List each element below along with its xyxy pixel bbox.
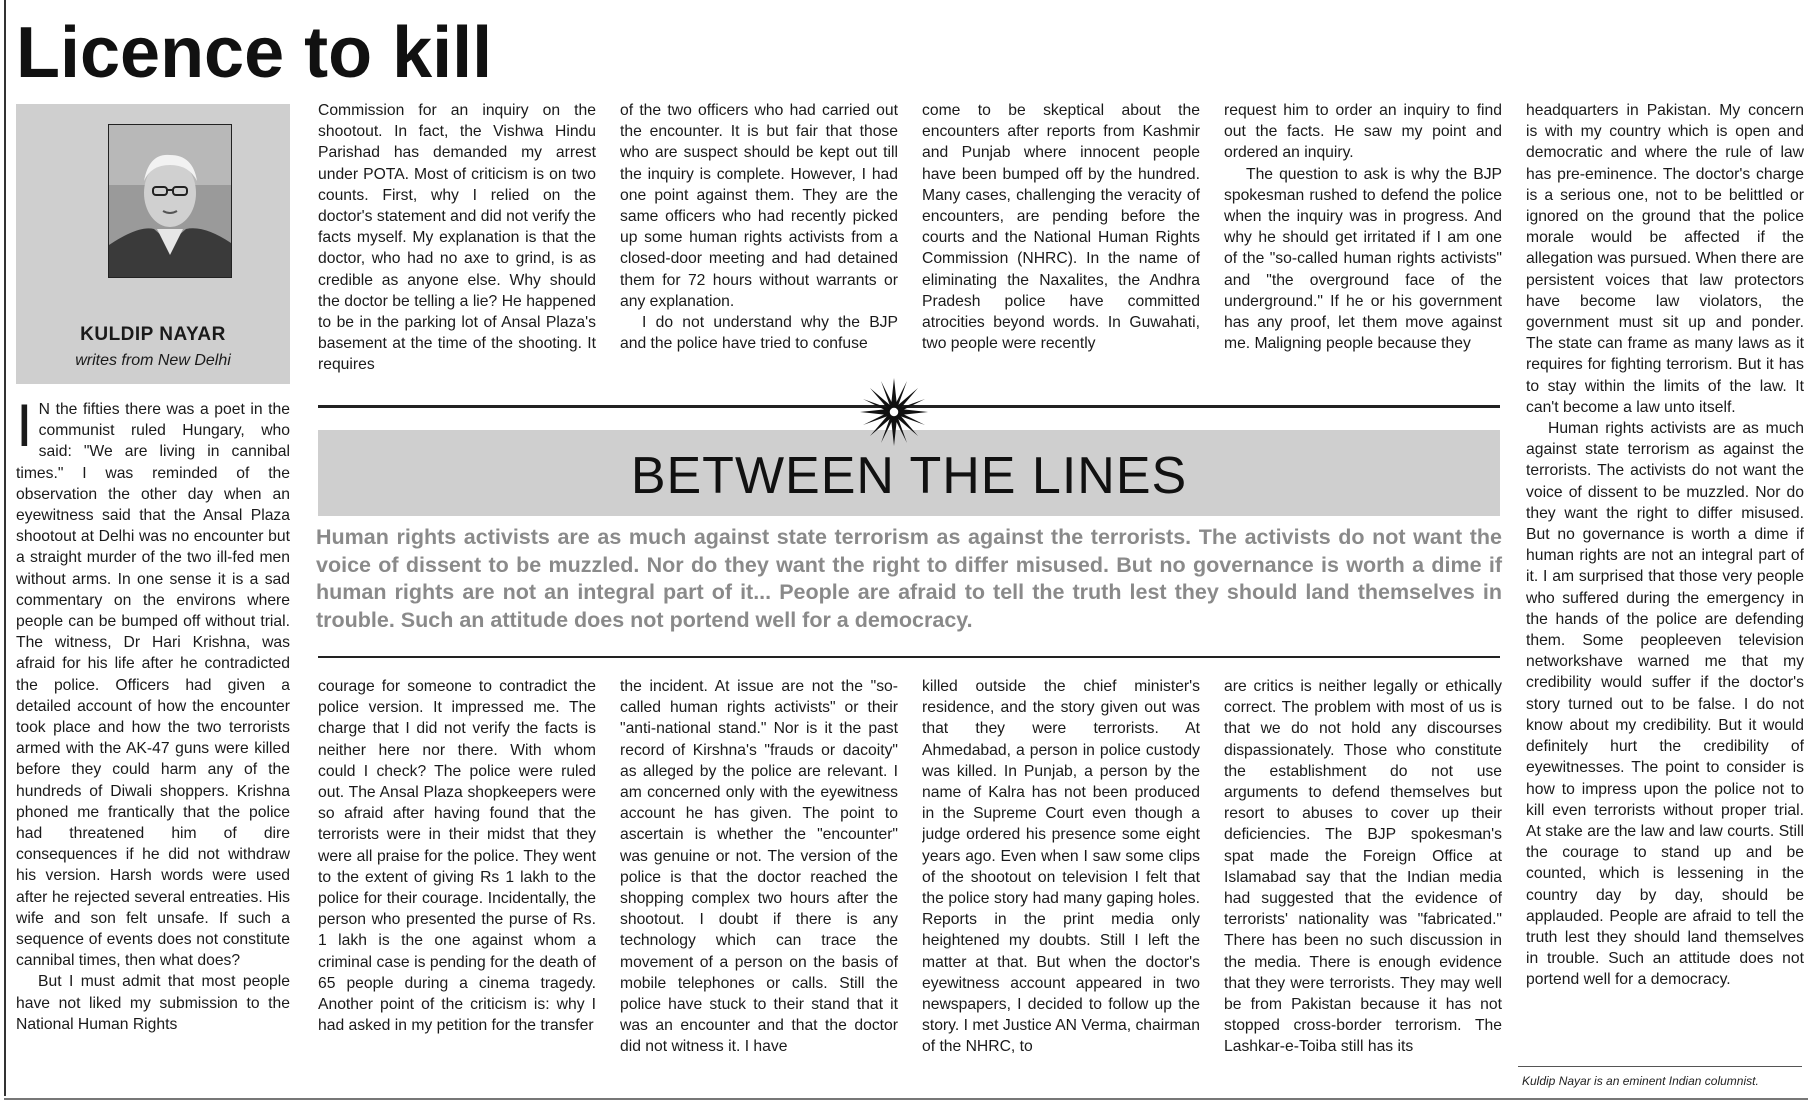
column-1 xyxy=(16,399,290,1083)
paragraph-text: N the fifties there was a poet in the communist ruled Hungary, who said: "We are living in cannibal times." I was reminded of the observation the other day when an eyewitness said that the Ansal Plaza shootout at Delhi was no encounter but a straight murder of the two ill-fed men without arms. In one sense it is a sad commentary on the environs where people can be bumped off without trial. The witness, Dr Hari Krishna, was afraid for his life after he contradicted the police. Officers had given a detailed account of how the encounter took place and how the two terrorists armed with the AK-47 guns were killed before they could harm any of the hundreds of Diwali shoppers. Krishna phoned me frantically that the police had threatened him of dire consequences if he did not withdraw his version. Harsh words were used after he rejected several entreaties. His wife and son felt unsafe. If such a sequence of events does not constitute cannibal times, then what does? xyxy=(16,401,290,970)
author-name: KULDIP NAYAR xyxy=(80,324,226,345)
column-2-top xyxy=(318,100,596,380)
paragraph: But I must admit that most people have not liked my submission to the National Human Rights xyxy=(16,973,290,1033)
starburst-icon xyxy=(858,376,930,448)
paragraph: of the two officers who had carried out the encounter. It is but fair that those who are suspect should be kept out till the inquiry is complete. However, I had one point against them. They are the same officers who had recently picked up some human rights activists from a closed-door meeting and had detained them for 72 hours without warrants or any explanation. xyxy=(620,102,898,310)
pull-quote: Human rights activists are as much against state terrorism as against the terrorists. The activists do not want the voice of dissent to be muzzled. Nor do they want the right to differ misused. But no governance is worth a dime if human rights are not an integral part of it... People are afraid to tell the truth lest they should land themselves in trouble. Such an attitude does not portend well for a democracy. xyxy=(316,525,1502,632)
author-portrait xyxy=(108,124,232,278)
column-3-top xyxy=(620,100,898,380)
column-3-bottom xyxy=(620,676,898,1082)
section-band-bottom-rule xyxy=(318,656,1500,658)
column-2-bottom xyxy=(318,676,596,1082)
paragraph: are critics is neither legally or ethically correct. The problem with most of us is that we do not hold any discourses dispassionately. Those who constitute the establishment do not use arguments to defend themselves but resort to abuses to cover up their deficiencies. The BJP spokesman's spat made the Foreign Office at Islamabad say that the Indian media had suggested that the evidence of terrorists' nationality was "fabricated." There has been no such discussion in the media. There is enough evidence that they were terrorists. They may well be from Pakistan because it has not stopped cross-border terrorism. The Lashkar-e-Toiba still has its xyxy=(1224,678,1502,1056)
paragraph: The question to ask is why the BJP spokesman rushed to defend the police when the inquiry was in progress. And why he should get irritated if I am one of the "so-called human rights activists" and "the overground face of the underground." If he or his government has any proof, let them move against me. Maligning people because they xyxy=(1224,165,1502,353)
column-5-top xyxy=(1224,100,1502,380)
paragraph: the incident. At issue are not the "so-called human rights activists" or their "anti-national stand." Nor is it the past record of Kirshna's "frauds or dacoity" as alleged by the police are relevant. I am concerned only with the eyewitness account he has given. The point to ascertain is whether the "encounter" was genuine or not. The version of the police is that the doctor reached the shopping complex two hours after the shootout. I doubt if there is any technology which can trace the movement of a person on the basis of mobile telephones or calls. Still the police have stuck to their stand that it was an encounter and that the doctor did not witness it. I have xyxy=(620,678,898,1056)
author-footnote: Kuldip Nayar is an eminent Indian columnist. xyxy=(1522,1074,1759,1088)
column-4-top xyxy=(922,100,1200,380)
paragraph: headquarters in Pakistan. My concern is with my country which is open and democratic and where the rule of law has pre-eminence. The doctor's charge is a serious one, not to be belittled or ignored on the ground that the police morale would be affected if the allegation was pursued. When there are persistent voices that law protectors have become law violators, the government must sit up and ponder. The state can frame as many laws as it requires for fighting terrorism. But it has to stay within the limits of the law. It can't become a law unto itself. xyxy=(1526,102,1804,416)
column-6 xyxy=(1526,100,1804,1062)
footnote-rule xyxy=(1518,1066,1802,1067)
byline-box xyxy=(16,104,290,384)
column-5-bottom xyxy=(1224,676,1502,1082)
paragraph: Human rights activists are as much against state terrorism as against the terrorists. The activists do not want the voice of dissent to be muzzled. Nor do they want the right to differ misused. But no governance is worth a dime if human rights are not an integral part of it. I am surprised that those very people who suffered during the emergency in the hands of the police are defending them. Some peopleeven television networkshave warned me that my credibility would suffer if the doctor's story turned out to be false. I do not know about my credibility. But it would definitely hurt the credibility of eyewitnesses. The point to consider is how to impress upon the police not to kill even terrorists without proper trial. At stake are the law and law courts. Still the courage to stand up and be counted, which is lessening in the country day by day, should be applauded. People are afraid to tell the truth lest they should land themselves in trouble. Such an attitude does not portend well for a democracy. xyxy=(1526,420,1804,989)
paragraph: Commission for an inquiry on the shootout. In fact, the Vishwa Hindu Parishad has demanded my arrest under POTA. Most of criticism is on two counts. First, why I relied on the doctor's statement and did not verify the facts myself. My explanation is that the doctor, who had no axe to grind, is as credible as anyone else. Why should the doctor be telling a lie? He happened to be in the parking lot of Ansal Plaza's basement at the time of the shooting. It requires xyxy=(318,102,596,374)
column-4-bottom xyxy=(922,676,1200,1082)
author-portrait-icon xyxy=(109,125,231,277)
paragraph: come to be skeptical about the encounters after reports from Kashmir and Punjab where innocent people have been bumped off by the hundred. Many cases, challenging the veracity of encounters, are pending before the courts and the National Human Rights Commission (NHRC). In the name of eliminating the Naxalites, the Andhra Pradesh police have committed atrocities beyond words. In Guwahati, two people were recently xyxy=(922,102,1200,353)
author-location: writes from New Delhi xyxy=(75,352,231,369)
headline: Licence to kill xyxy=(16,13,493,93)
paragraph: I do not understand why the BJP and the police have tried to confuse xyxy=(620,314,898,353)
paragraph: request him to order an inquiry to find out the facts. He saw my point and ordered an inquiry. xyxy=(1224,102,1502,162)
bottom-border-rule xyxy=(4,1098,1808,1100)
left-border-rule xyxy=(4,0,6,1096)
paragraph xyxy=(16,399,290,971)
drop-cap: I xyxy=(16,399,33,459)
section-title: BETWEEN THE LINES xyxy=(630,447,1188,505)
paragraph: killed outside the chief minister's residence, and the story given out was that they were terrorists. At Ahmedabad, a person in police custody was killed. In Punjab, a person by the name of Kalra has not been produced in the Supreme Court even though a judge ordered his presence some eight years ago. Even when I saw some clips of the shootout on television I felt that the police story had many gaping holes. Reports in the print media only heightened my doubts. Still I left the matter at that. But when the doctor's eyewitness account appeared in two newspapers, I decided to follow up the story. I met Justice AN Verma, chairman of the NHRC, to xyxy=(922,678,1200,1056)
paragraph: courage for someone to contradict the police version. It impressed me. The charge that I did not verify the facts is neither here nor there. With whom could I check? The police were ruled out. The Ansal Plaza shopkeepers were so afraid after having found that the terrorists were in their midst that they were all praise for the police. They went to the extent of giving Rs 1 lakh to the police for their courage. Incidentally, the person who presented the purse of Rs. 1 lakh is the one against whom a criminal case is pending for the death of 65 people during a cinema tragedy. Another point of the criticism is: why I had asked in my petition for the transfer xyxy=(318,678,596,1035)
